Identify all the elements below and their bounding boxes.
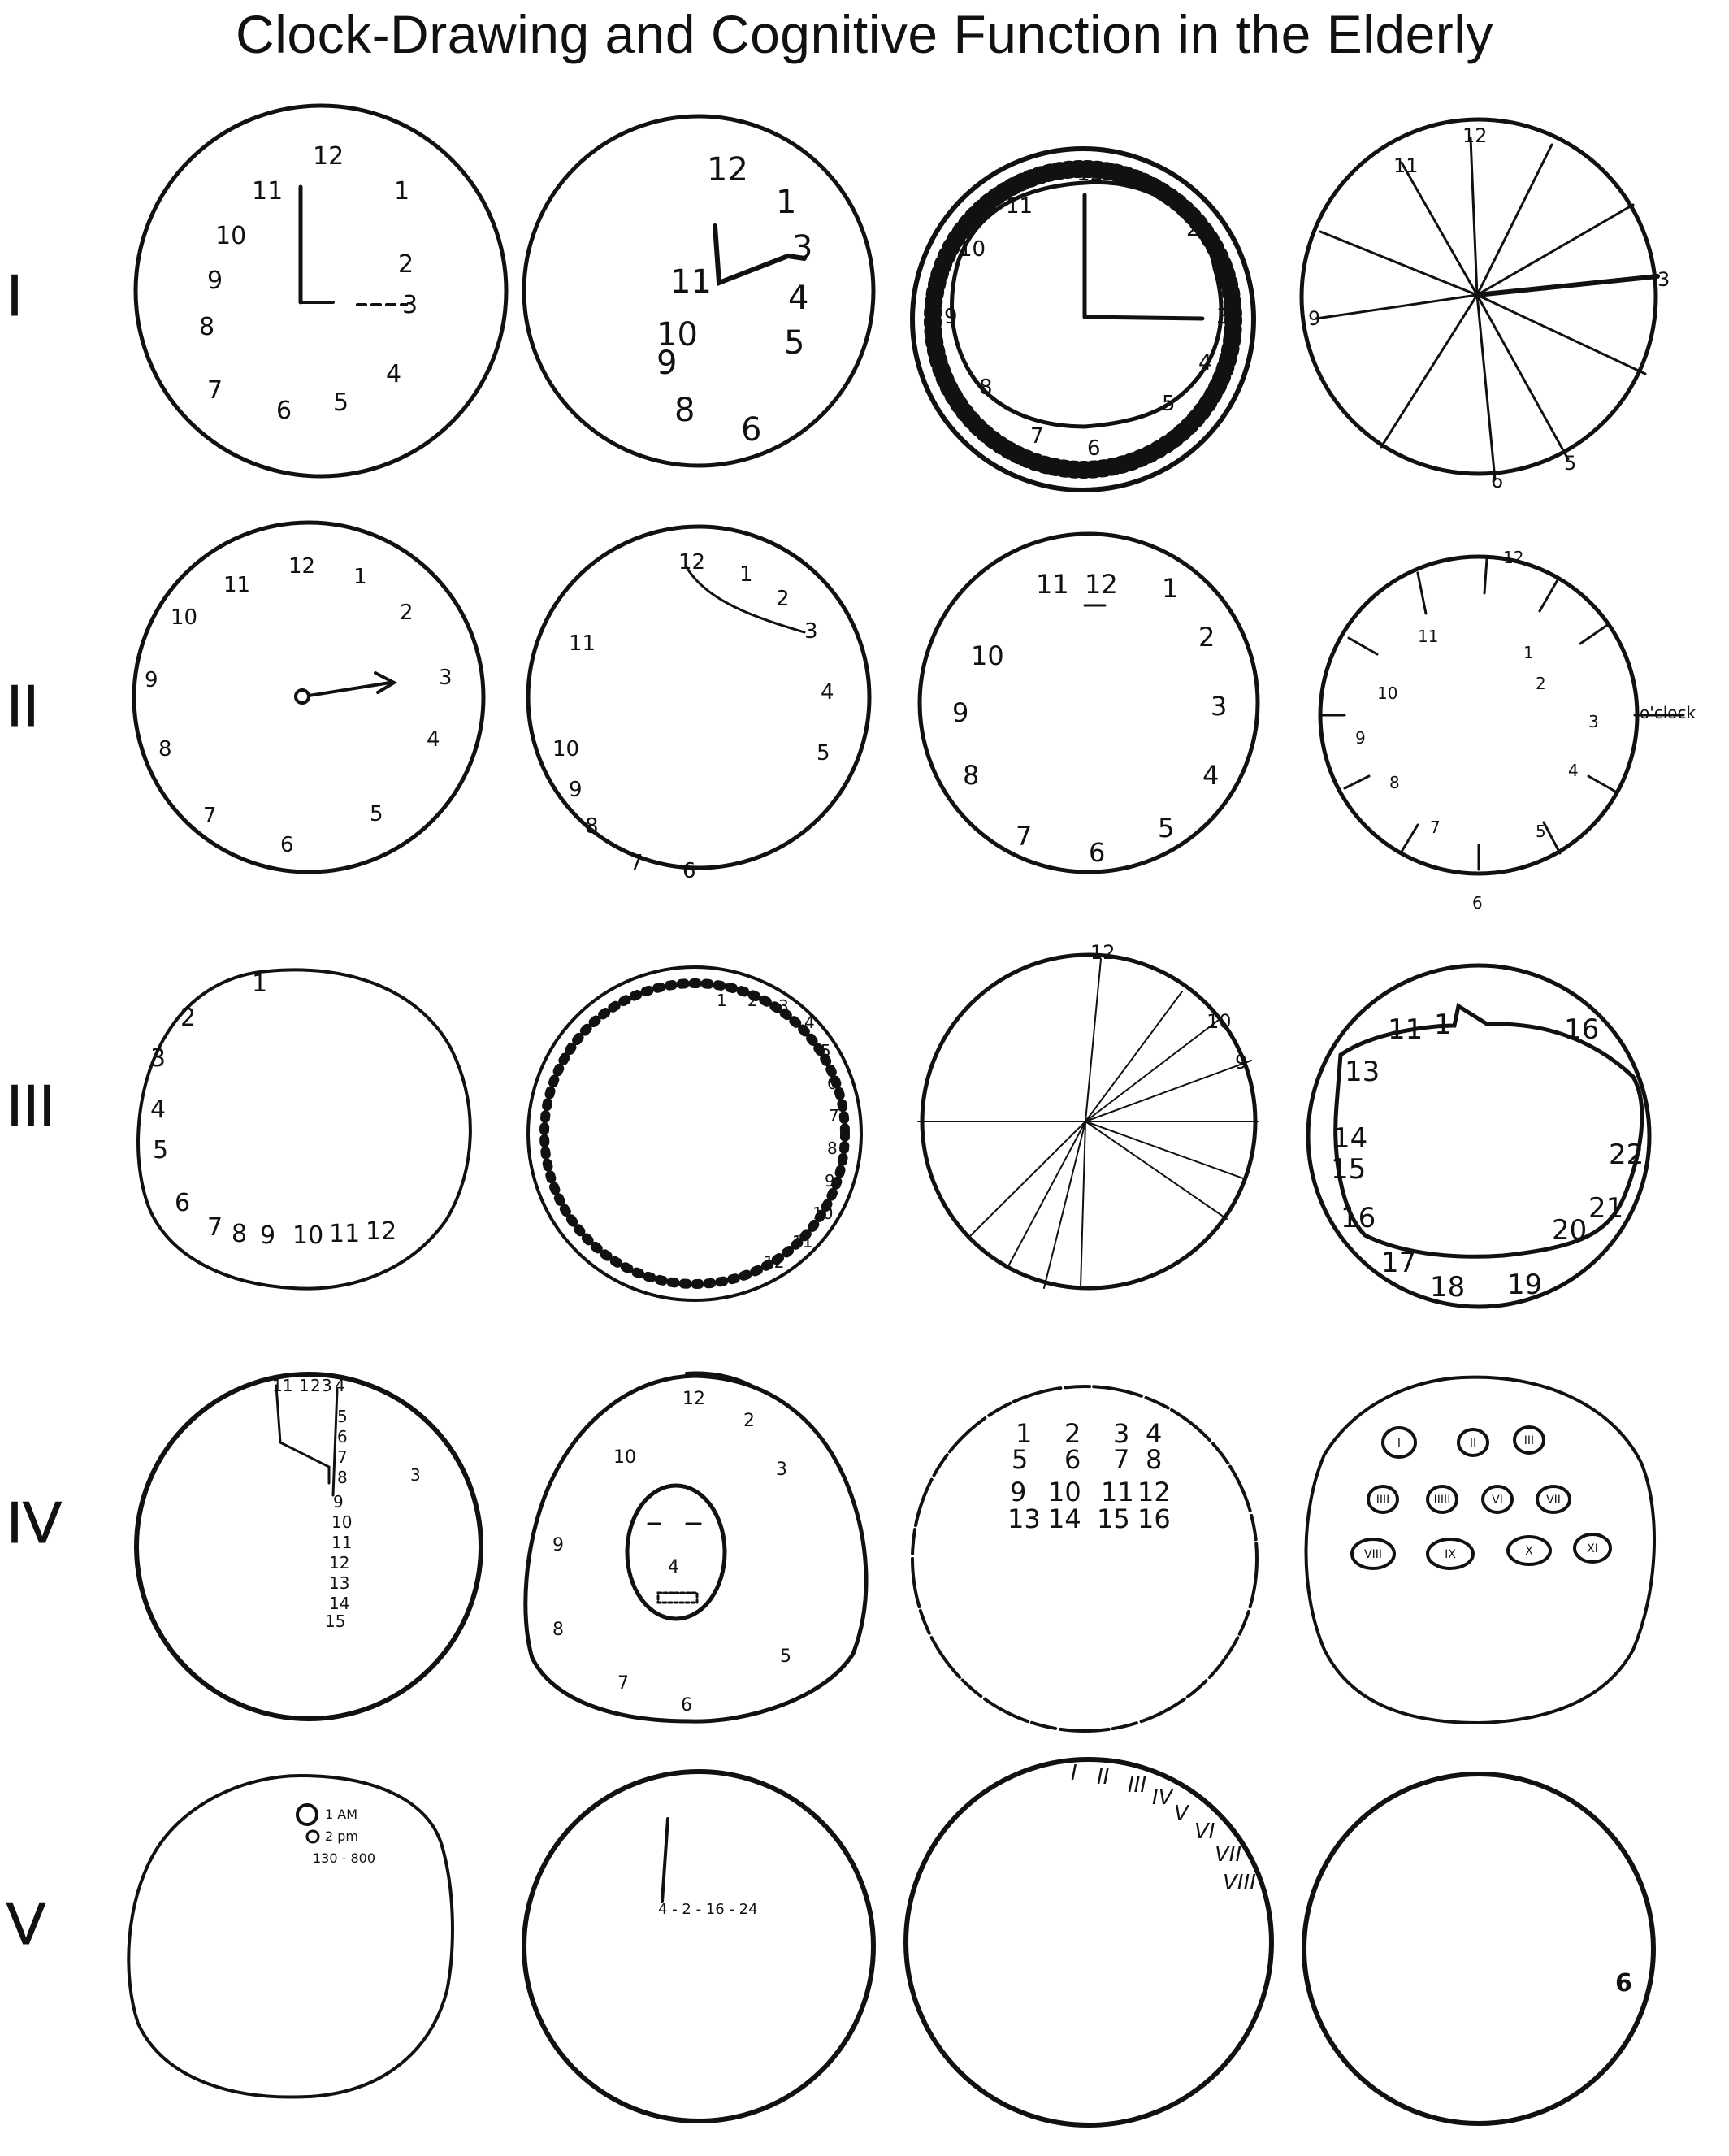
clock-number: 9 [944, 305, 958, 329]
clock-number: 21 [1588, 1192, 1624, 1225]
clock-number: 1 [1434, 1009, 1452, 1041]
clock-number: 1 [739, 562, 753, 587]
clock-number: 3 [402, 291, 418, 319]
clock-V-1 [128, 1776, 453, 2097]
clock-number: 10 [971, 640, 1004, 671]
clock-number: 12 [707, 151, 748, 189]
clock-hand [662, 1819, 668, 1902]
clock-number: 10 [332, 1512, 353, 1532]
clock-number: 2 [1198, 622, 1216, 653]
clock-number: 7 [337, 1447, 348, 1467]
clock-II-3 [920, 534, 1258, 872]
clock-face [524, 1772, 873, 2121]
clock-number: 7 [207, 376, 223, 405]
clock-number: 1 [1523, 643, 1534, 662]
clock-number: VII [1215, 1842, 1242, 1867]
clock-II-4 [1320, 548, 1696, 913]
clock-number: 11 [1388, 1013, 1424, 1046]
clock-number: 2 [776, 587, 790, 611]
clock-number: 5 [1536, 822, 1546, 841]
clock-number: 8 [552, 1620, 564, 1640]
clock-number: 1 [1016, 1418, 1033, 1449]
clock-number: 2 [180, 1004, 197, 1032]
clock-IV-1 [136, 1374, 481, 1719]
clock-number: 7 [1016, 821, 1033, 852]
figure-title: Clock-Drawing and Cognitive Function in the Elderly [236, 4, 1493, 64]
clock-number: 16 [1138, 1503, 1171, 1534]
clock-number: 1 [1142, 175, 1155, 199]
clock-II-1 [134, 523, 483, 872]
clock-number: 12 [366, 1217, 397, 1246]
clock-number: 6 [1064, 1444, 1081, 1475]
clock-number: IIIII [1433, 1494, 1451, 1507]
clock-hands [715, 226, 804, 283]
clock-number: IX [1445, 1548, 1456, 1561]
clock-number: 9 [552, 1535, 564, 1555]
clock-number: 12 [1090, 941, 1116, 964]
clock-number: 8 [1146, 1444, 1163, 1475]
clock-number: III [1523, 1434, 1535, 1447]
clock-number: 6 [741, 411, 762, 449]
clock-number: 6 [1472, 893, 1483, 913]
clock-number: 2 [1536, 674, 1546, 693]
clock-number: 4 [1568, 761, 1579, 780]
clock-number: 4 [1202, 760, 1220, 791]
clock-number: IV [1152, 1785, 1173, 1810]
clock-number: 9 [333, 1492, 344, 1512]
note-line: 2 pm [325, 1828, 359, 1844]
clock-number: 8 [337, 1468, 348, 1487]
clock-number: 7 [1030, 424, 1044, 449]
clock-number: 10 [171, 605, 198, 630]
clock-number: 20 [1552, 1214, 1588, 1247]
clock-I-4 [1302, 119, 1670, 492]
clock-V-3 [906, 1759, 1272, 2125]
clock-number: 8 [232, 1220, 248, 1248]
clock-number: II [1097, 1765, 1110, 1789]
clock-I-2 [524, 116, 873, 466]
clock-number: 11 [252, 177, 284, 206]
clock-number: VI [1194, 1820, 1216, 1844]
clock-number: 4 [150, 1095, 167, 1124]
clock-number: 3 [410, 1465, 421, 1485]
clock-number: 18 [1430, 1271, 1466, 1304]
clock-number: 11 [1393, 154, 1419, 177]
clock-III-1 [138, 970, 470, 1289]
clock-number: 5 [817, 741, 830, 766]
clock-number: 14 [329, 1594, 350, 1613]
clock-number: 11 [1418, 627, 1439, 646]
clock-number: 13 [329, 1573, 350, 1593]
clock-number: 13 [1008, 1503, 1041, 1534]
clock-number: 11 [272, 1376, 293, 1395]
clock-number: 6 [1491, 470, 1504, 492]
clock-III-2 [528, 967, 861, 1300]
clock-number: 12 [1503, 548, 1524, 567]
clock-number: IIII [1376, 1494, 1390, 1507]
clock-number: 8 [199, 313, 215, 341]
clock-number: 10 [959, 237, 986, 262]
clock-number: 2 [1186, 217, 1200, 241]
clock-number: I [1071, 1761, 1077, 1785]
clock-number: 4 [821, 680, 834, 705]
clock-number: 4 [335, 1376, 345, 1395]
clock-number: 12 [678, 550, 706, 575]
clock-V-4 [1304, 1774, 1653, 2123]
clock-number: 11 [223, 573, 251, 597]
clock-number: 16 [1564, 1013, 1600, 1046]
clock-number: 6 [1087, 436, 1101, 461]
clock-number: 5 [1012, 1444, 1029, 1475]
clock-number: 11 [1101, 1477, 1134, 1507]
note-line: 130 - 800 [313, 1850, 376, 1866]
clock-number: 3 [322, 1376, 332, 1395]
clock-I-1 [136, 106, 506, 476]
clock-number: 12 [1138, 1477, 1171, 1507]
clock-number: 2 [398, 250, 414, 279]
clock-hand [276, 1386, 329, 1483]
clock-number: 7 [207, 1213, 223, 1242]
clock-number: 9 [1010, 1477, 1027, 1507]
clock-number: 10 [656, 316, 698, 354]
note-line: 4 - 2 - 16 - 24 [658, 1901, 758, 1918]
clock-number: 6 [280, 833, 294, 857]
clock-number: 6 [337, 1427, 348, 1447]
clock-number: 9 [825, 1171, 835, 1191]
clock-number: I [1397, 1437, 1402, 1450]
clock-number: 6 [276, 397, 292, 425]
clock-number: 5 [1158, 813, 1175, 844]
clock-number: 3 [792, 229, 813, 267]
clock-number: 10 [552, 737, 580, 761]
clock-face [1304, 1774, 1653, 2123]
clock-number: 8 [963, 760, 980, 791]
clock-number: 6 [681, 1695, 692, 1716]
clock-number: 11 [792, 1232, 813, 1252]
clock-number: 5 [337, 1407, 348, 1426]
row-label-5: V [6, 1892, 46, 1957]
clock-number: 5 [333, 388, 349, 417]
clock-number: 10 [1207, 1010, 1232, 1033]
clock-number: 5 [370, 802, 384, 826]
clock-number: 10 [1048, 1477, 1081, 1507]
clock-number: 3 [1588, 712, 1599, 731]
clock-number: VIII [1223, 1871, 1256, 1895]
clock-number: 9 [656, 345, 678, 382]
clock-number: 6 [827, 1074, 838, 1093]
clock-number: 12 [329, 1553, 350, 1573]
clock-II-2 [528, 527, 869, 883]
clock-number: 12 [764, 1252, 785, 1272]
clock-number: 1 [353, 565, 367, 589]
clock-number: 1 [1162, 573, 1179, 604]
face-drawing [627, 1486, 725, 1619]
clock-number: 2 [743, 1411, 755, 1431]
clock-number: VII [1546, 1494, 1561, 1507]
clock-annotation: o'clock [1640, 703, 1696, 722]
clock-number: 3 [1658, 268, 1670, 291]
clock-number: 8 [827, 1139, 838, 1158]
clock-number: 12 [288, 554, 316, 579]
clock-number: 9 [1355, 728, 1366, 748]
clock-number: 10 [215, 222, 247, 250]
clock-number: 4 [788, 280, 809, 317]
clock-number: 12 [682, 1389, 705, 1409]
clock-number: 9 [145, 668, 158, 692]
clock-number: 14 [1048, 1503, 1081, 1534]
clock-number: 1 [717, 991, 727, 1010]
clock-number: 11 [1036, 569, 1069, 600]
clock-number: 22 [1609, 1139, 1644, 1171]
clock-number: 7 [203, 804, 217, 828]
clock-number: 15 [1097, 1503, 1130, 1534]
clock-number: 1 [394, 177, 410, 206]
clock-number: V [1174, 1802, 1189, 1826]
clock-number: II [1469, 1437, 1477, 1450]
clock-number: 16 [1341, 1202, 1376, 1234]
clock-number: 11 [670, 263, 712, 301]
row-label-4: IV [6, 1490, 63, 1555]
clock-number: 7 [630, 851, 644, 875]
clock-number: 8 [585, 814, 599, 839]
clock-number: 9 [207, 267, 223, 295]
clock-face [1306, 1377, 1655, 1723]
clock-center [296, 690, 309, 703]
clock-number: VI [1492, 1494, 1503, 1507]
clock-number: 10 [812, 1204, 834, 1223]
clock-number: 8 [979, 375, 993, 400]
clock-spokes [1316, 138, 1658, 479]
clock-face [906, 1759, 1272, 2125]
clock-number: 5 [1162, 392, 1176, 416]
clock-number: 9 [260, 1221, 276, 1250]
clock-face [136, 1374, 481, 1719]
clock-number: 7 [829, 1106, 839, 1126]
bullet-icon [307, 1831, 318, 1842]
clock-number: 7 [1113, 1444, 1130, 1475]
clock-face [528, 527, 869, 868]
clock-face [526, 1376, 866, 1721]
clock-number: 3 [776, 1460, 787, 1480]
clock-number: 3 [439, 666, 453, 690]
clock-III-3 [918, 941, 1258, 1288]
clock-number: III [1128, 1773, 1147, 1798]
clock-number: 3 [150, 1044, 167, 1073]
clock-number: 11 [332, 1533, 353, 1552]
clock-number: 9 [1235, 1051, 1248, 1074]
clock-number: 2 [400, 601, 414, 625]
clock-number: 6 [175, 1189, 191, 1217]
clock-face [128, 1776, 453, 2097]
clock-IV-4 [1306, 1377, 1655, 1723]
clock-number: 19 [1507, 1269, 1543, 1301]
clock-number: 3 [1211, 691, 1228, 722]
row-label-1: I [6, 263, 24, 328]
clock-number: 4 [668, 1557, 679, 1577]
clock-number: 4 [1146, 1418, 1163, 1449]
clock-number: XI [1587, 1542, 1598, 1555]
clock-number: 12 [1462, 124, 1488, 147]
clock-number: 17 [1381, 1247, 1417, 1279]
clock-IV-3 [912, 1386, 1257, 1731]
clock-number: 8 [674, 392, 696, 429]
clock-IV-2 [526, 1373, 866, 1722]
clock-number: 9 [952, 697, 969, 728]
clock-number: 5 [153, 1136, 169, 1165]
clock-number: 12 [313, 142, 344, 171]
clock-number: 7 [1430, 818, 1441, 837]
clock-number: 5 [1564, 452, 1577, 475]
minute-hand [1085, 317, 1202, 319]
clock-number: 8 [158, 737, 172, 761]
clock-number: 4 [804, 1013, 815, 1032]
clock-face [912, 1386, 1257, 1731]
clock-number: 9 [569, 778, 583, 802]
clock-number: 10 [292, 1221, 324, 1250]
clock-number: 3 [1113, 1418, 1130, 1449]
mouth-icon [658, 1593, 697, 1603]
clock-number: 3 [1216, 305, 1230, 329]
clock-number: 5 [821, 1041, 831, 1061]
clock-number: 10 [613, 1447, 636, 1468]
clock-number: 3 [778, 996, 789, 1016]
clock-number: 11 [569, 631, 596, 656]
clock-number: 10 [1377, 683, 1398, 703]
clock-number: 12 [1077, 162, 1104, 186]
clock-number: 2 [1064, 1418, 1081, 1449]
clock-I-3 [912, 149, 1254, 490]
clock-ticks [1320, 559, 1684, 870]
row-label-2: II [6, 674, 40, 739]
clock-number: 7 [618, 1673, 629, 1694]
numeral-circles [1352, 1427, 1610, 1568]
clock-III-4 [1308, 965, 1649, 1307]
clock-number: VIII [1364, 1548, 1382, 1561]
clock-number: 5 [784, 324, 805, 362]
clock-number: 11 [1006, 194, 1034, 219]
clock-number: 3 [804, 619, 818, 644]
clock-number: 1 [776, 184, 797, 221]
clock-number: 6 [1089, 837, 1106, 868]
clock-number: 15 [325, 1612, 346, 1631]
clock-number: 11 [329, 1220, 361, 1248]
clock-number: 13 [1345, 1056, 1380, 1088]
clock-number: 14 [1332, 1122, 1368, 1155]
clock-number: 6 [682, 859, 696, 883]
note-line: 1 AM [325, 1807, 358, 1822]
clock-number: 8 [1389, 773, 1400, 792]
clock-number: 12 [1085, 569, 1118, 600]
clock-number: 2 [748, 991, 758, 1010]
clock-number: 4 [386, 360, 402, 388]
clock-number: 15 [1331, 1153, 1367, 1186]
clock-number: 6 [1615, 1969, 1632, 1998]
row-label-3: III [6, 1074, 56, 1139]
clock-number: 4 [427, 727, 440, 752]
clock-number: 9 [1308, 307, 1321, 330]
clock-number: 4 [1198, 351, 1212, 375]
clock-number: 5 [780, 1646, 791, 1667]
face-outline [627, 1486, 725, 1619]
clock-number: 2 [310, 1376, 321, 1395]
clock-number: 1 [252, 970, 268, 998]
clock-V-2 [524, 1772, 873, 2121]
clock-number: X [1525, 1545, 1533, 1558]
bullet-icon [297, 1805, 317, 1824]
clock-number: 1 [299, 1376, 310, 1395]
